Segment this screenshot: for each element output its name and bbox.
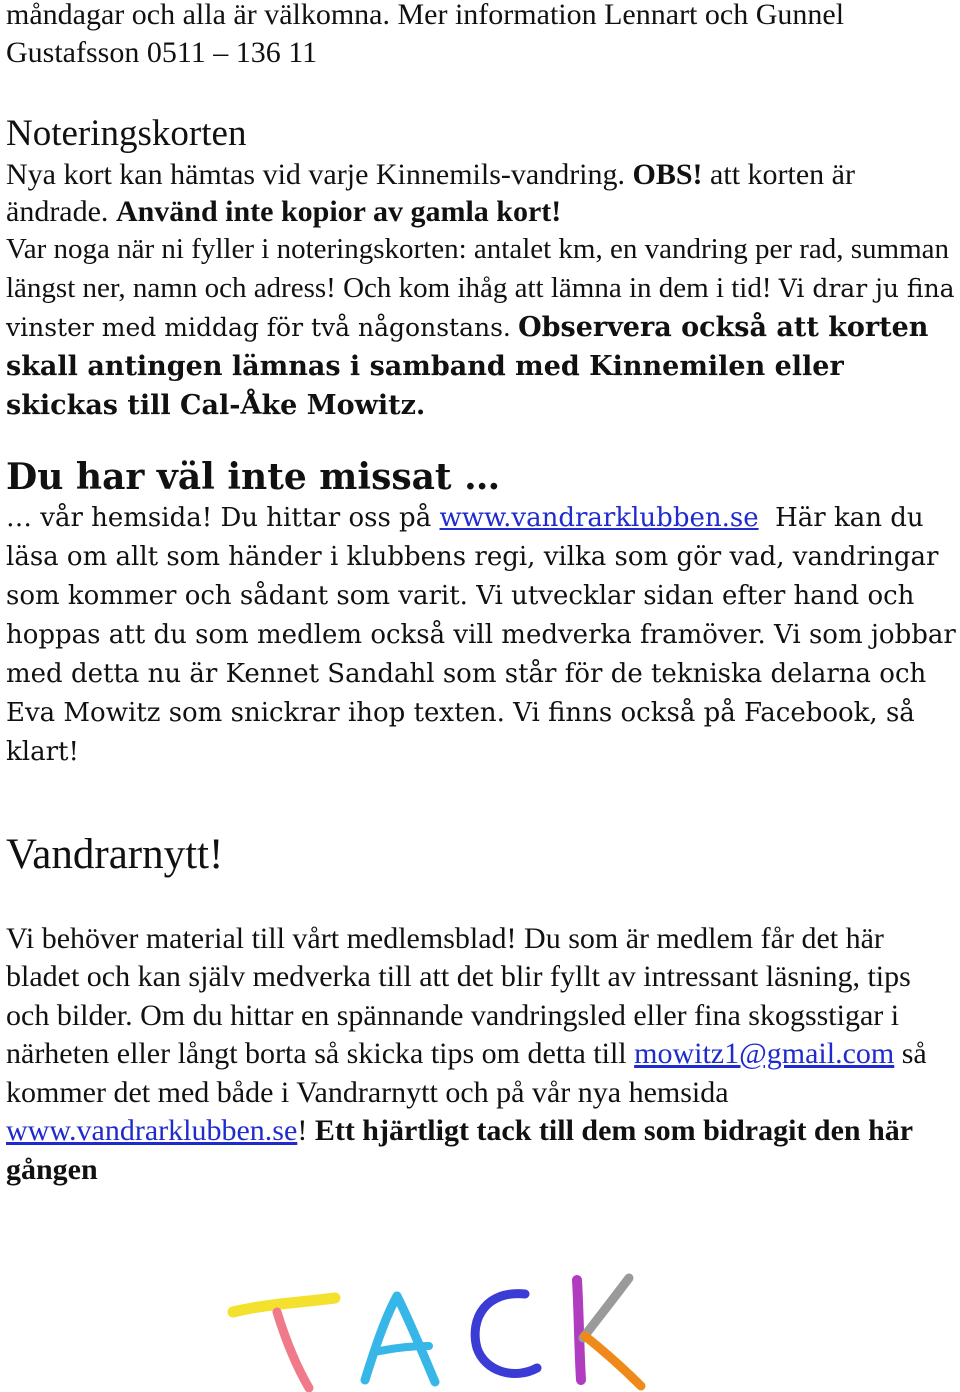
missat-section <box>6 455 956 772</box>
vandrarnytt-section <box>6 830 956 1190</box>
missat-rest: Här kan du läsa om allt som händer i klubbens regi, vilka som gör vad, vandringar som kommer och sådant som varit. Vi utvecklar sidan efter hand och hoppas att du som medlem också vill medverka framöver. Vi som jobbar med detta nu är Kennet Sandahl som står för de tekniska delarna och Eva Mowitz som snickrar ihop texten. Vi finns också på Facebook, så klart! <box>6 502 956 767</box>
missat-text <box>6 499 956 772</box>
noteringskorten-warning: Använd inte kopior av gamla kort! <box>115 195 562 228</box>
tack-letter-c <box>475 1294 537 1374</box>
tack-letter-k-lower <box>585 1336 641 1386</box>
vandrarklubben-link[interactable]: www.vandrarklubben.se <box>439 502 759 533</box>
vandrarnytt-text2: så kommer det med både i Vandrarnytt och på vår nya hemsida <box>6 1037 927 1109</box>
missat-lead: … vår hemsida! Du hittar oss på <box>6 502 432 533</box>
hemsida-link[interactable]: www.vandrarklubben.se <box>6 1114 298 1147</box>
noteringskorten-line1b: att korten är ändrade. <box>6 158 855 228</box>
tack-letter-a <box>365 1296 435 1382</box>
noteringskorten-observera: Observera också att korten skall antingen lämnas i samband med Kinnemilen eller skickas till Cal-Åke Mowitz. <box>6 311 929 421</box>
missat-heading: Du har väl inte missat … <box>6 455 501 498</box>
noteringskorten-heading: Noteringskorten <box>6 113 247 154</box>
tack-letter-t-stem <box>277 1312 309 1388</box>
tack-drawing <box>225 1268 745 1392</box>
vandrarnytt-heading: Vandrarnytt! <box>6 830 224 878</box>
noteringskorten-p2b: Vi drar ju fina vinster med middag för två någonstans. <box>6 273 955 342</box>
document-page <box>6 0 956 1189</box>
vandrarnytt-text <box>6 920 956 1190</box>
tack-letter-t-bar <box>233 1298 335 1312</box>
noteringskorten-p2a: Var noga när ni fyller i noteringskorten: antalet km, en vandring per rad, summan längst ner, namn och adress! Och kom ihåg att lämna in dem i tid! <box>6 233 950 304</box>
noteringskorten-section <box>6 112 956 425</box>
vandrarnytt-text1: Vi behöver material till vårt medlemsblad! Du som är medlem får det här bladet och kan själv medverka till att det blir fyllt av intressant läsning, tips och bilder. Om du hittar en spännande vandringsled eller fina skogsstigar i närheten eller långt borta så skicka tips om detta till <box>6 921 911 1070</box>
email-link[interactable]: mowitz1@gmail.com <box>634 1037 895 1070</box>
noteringskorten-instructions <box>6 230 956 425</box>
noteringskorten-line1: Nya kort kan hämtas vid varje Kinnemils-vandring. <box>6 158 626 191</box>
noteringskorten-info <box>6 156 956 230</box>
intro-text: måndagar och alla är välkomna. Mer information Lennart och Gunnel Gustafsson 0511 – 136 11 <box>6 0 845 69</box>
vandrarnytt-text3: ! <box>297 1114 308 1147</box>
vandrarnytt-thanks: Ett hjärtligt tack till dem som bidragit den här gången <box>6 1114 913 1186</box>
tack-letter-k-upper <box>583 1278 629 1338</box>
tack-letter-k-stem <box>577 1280 581 1380</box>
obs-label: OBS! <box>632 158 703 191</box>
